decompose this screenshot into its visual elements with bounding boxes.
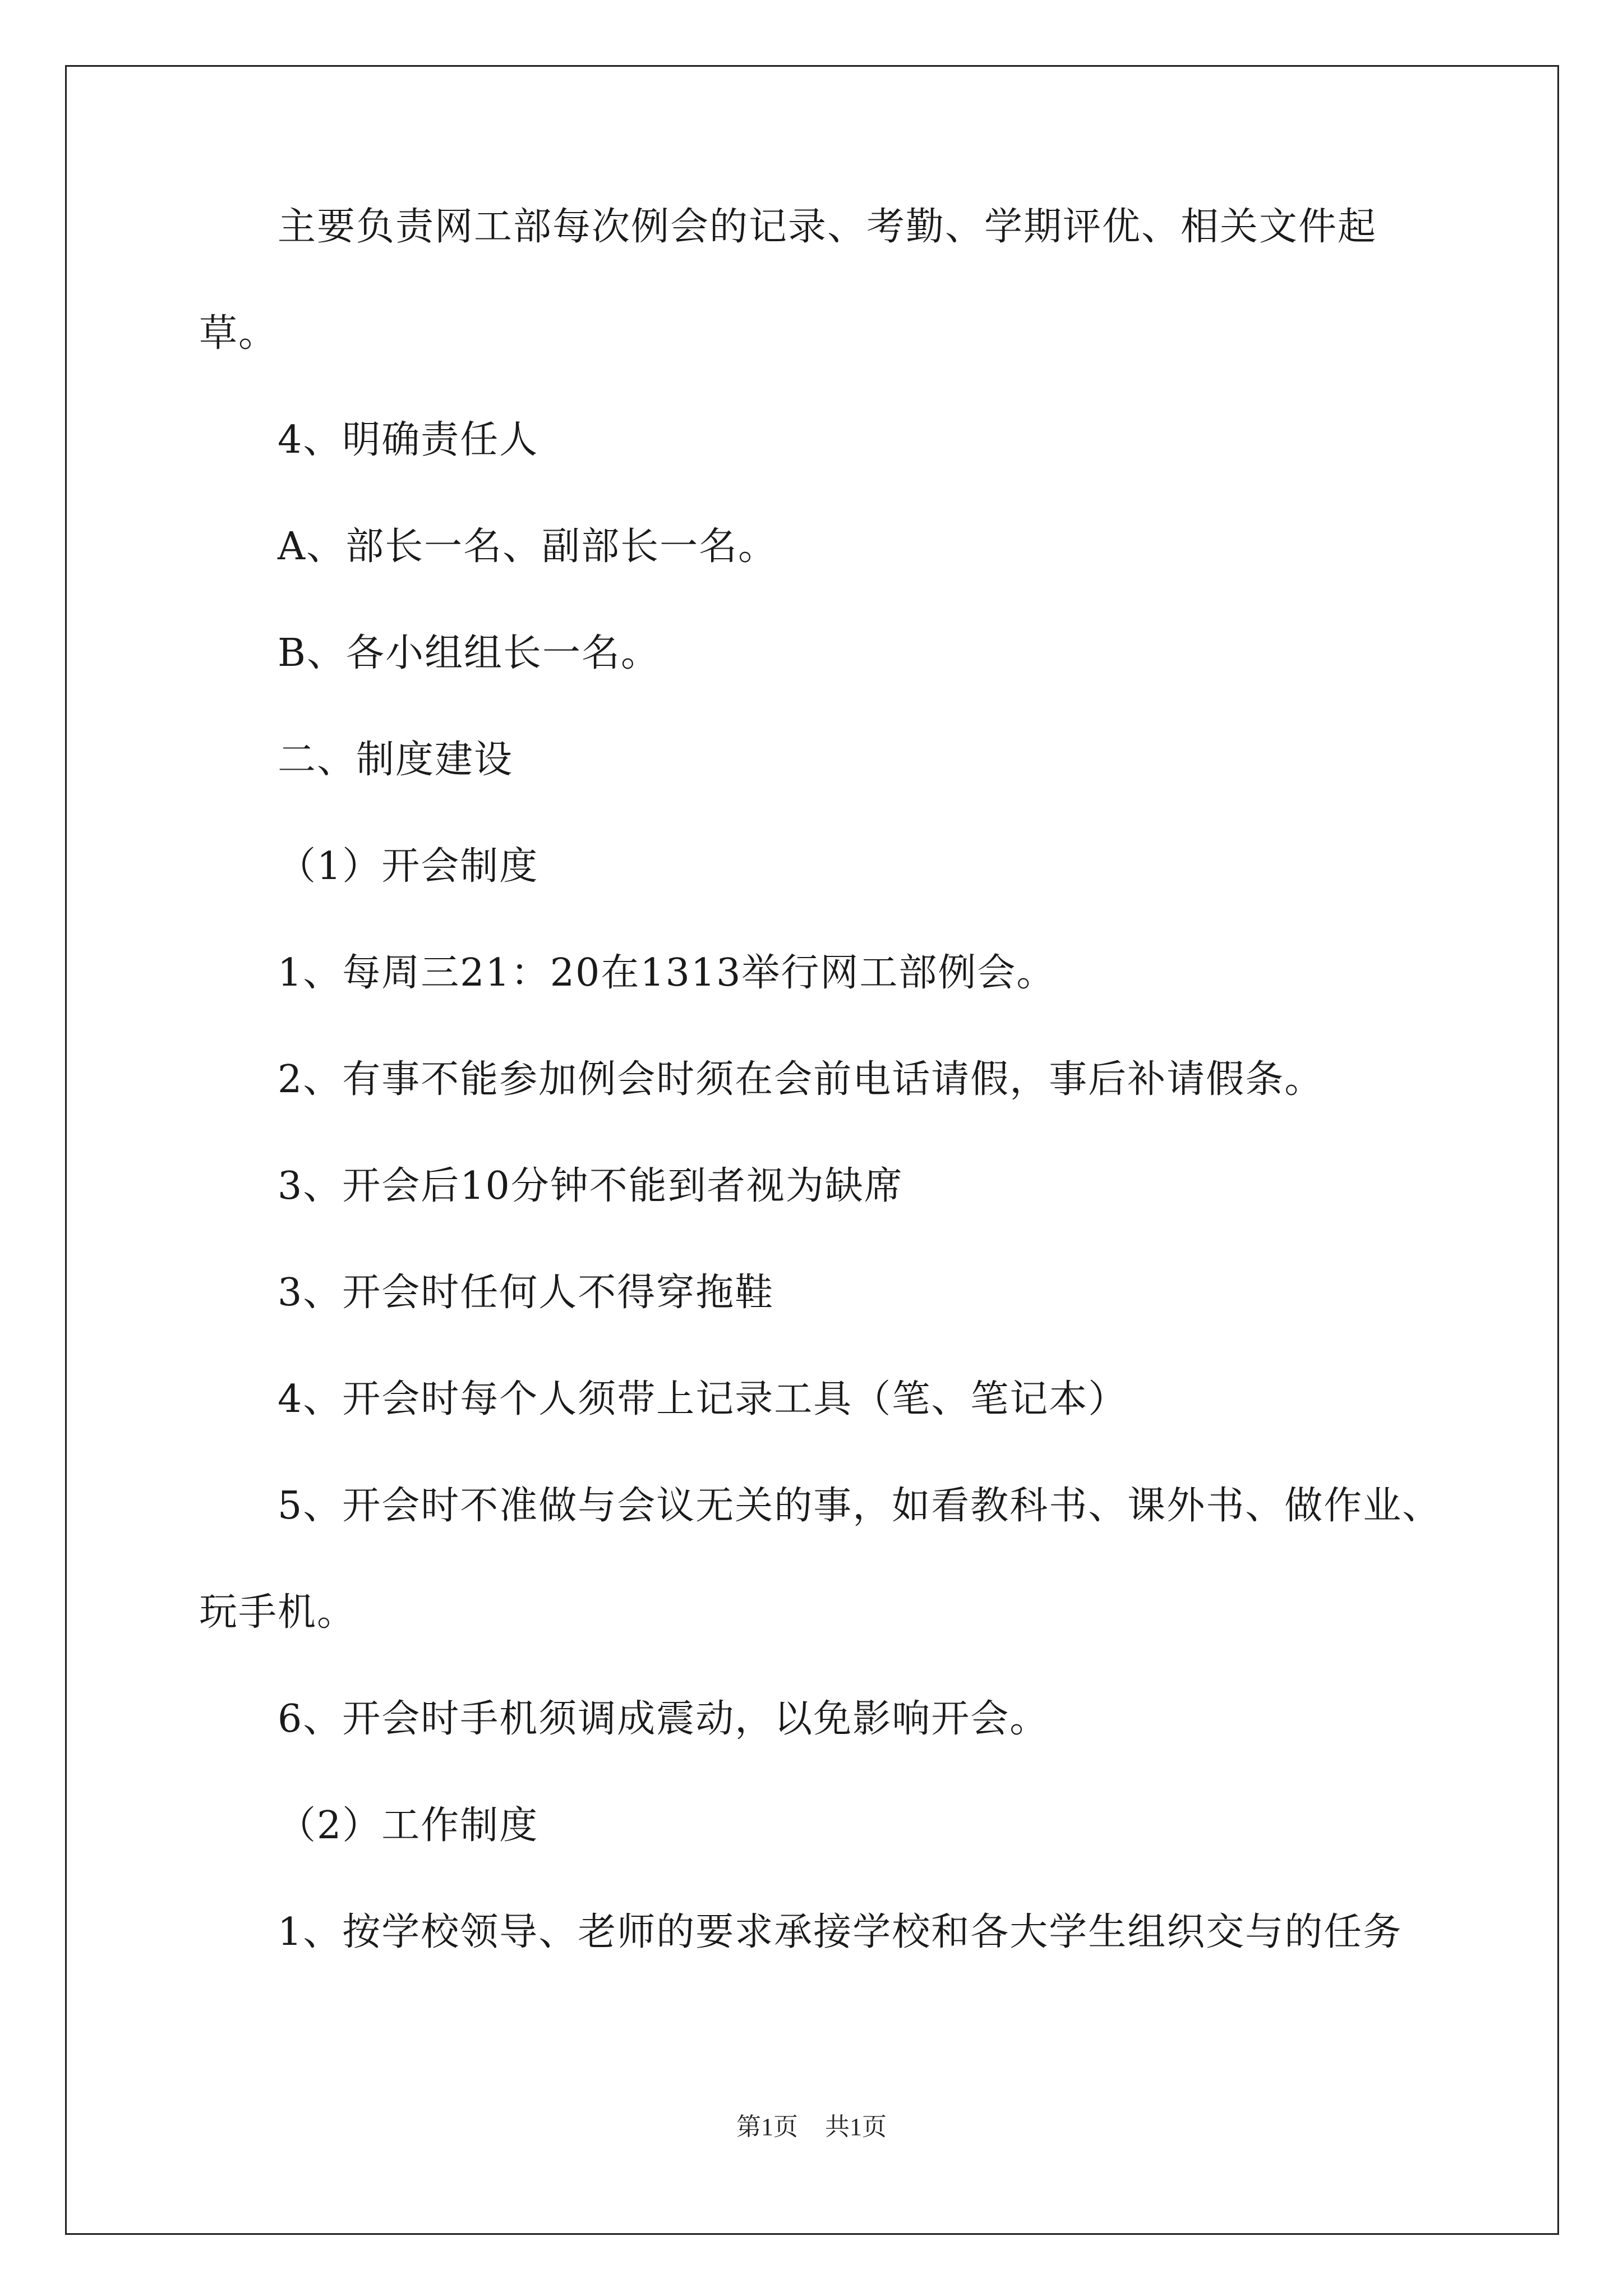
section-heading: 二、制度建设 xyxy=(278,738,514,782)
paragraph: 主要负责网工部每次例会的记录、考勤、学期评优、相关文件起 xyxy=(278,205,1377,249)
list-item: 6、开会时手机须调成震动，以免影响开会。 xyxy=(278,1697,1049,1741)
paragraph: B、各小组组长一名。 xyxy=(278,631,660,675)
list-item: 4、开会时每个人须带上记录工具（笔、笔记本） xyxy=(278,1377,1128,1421)
list-item: 1、每周三21：20在1313举行网工部例会。 xyxy=(278,951,1056,995)
list-item: 1、按学校领导、老师的要求承接学校和各大学生组织交与的任务 xyxy=(278,1910,1403,1954)
paragraph-continuation: 草。 xyxy=(199,311,278,356)
section-heading: 4、明确责任人 xyxy=(278,418,539,462)
page-total: 共1页 xyxy=(825,2113,887,2141)
page-footer xyxy=(0,2106,1623,2142)
list-item: 3、开会时任何人不得穿拖鞋 xyxy=(278,1271,774,1315)
list-item: 5、开会时不准做与会议无关的事，如看教科书、课外书、做作业、 xyxy=(278,1484,1442,1528)
page-number: 第1页 xyxy=(736,2113,798,2141)
list-item: 2、有事不能参加例会时须在会前电话请假，事后补请假条。 xyxy=(278,1057,1324,1102)
subsection-heading: （2）工作制度 xyxy=(278,1803,539,1848)
subsection-heading: （1）开会制度 xyxy=(278,844,539,889)
paragraph-continuation: 玩手机。 xyxy=(199,1590,357,1635)
list-item: 3、开会后10分钟不能到者视为缺席 xyxy=(278,1164,903,1208)
paragraph: A、部长一名、副部长一名。 xyxy=(278,524,778,569)
